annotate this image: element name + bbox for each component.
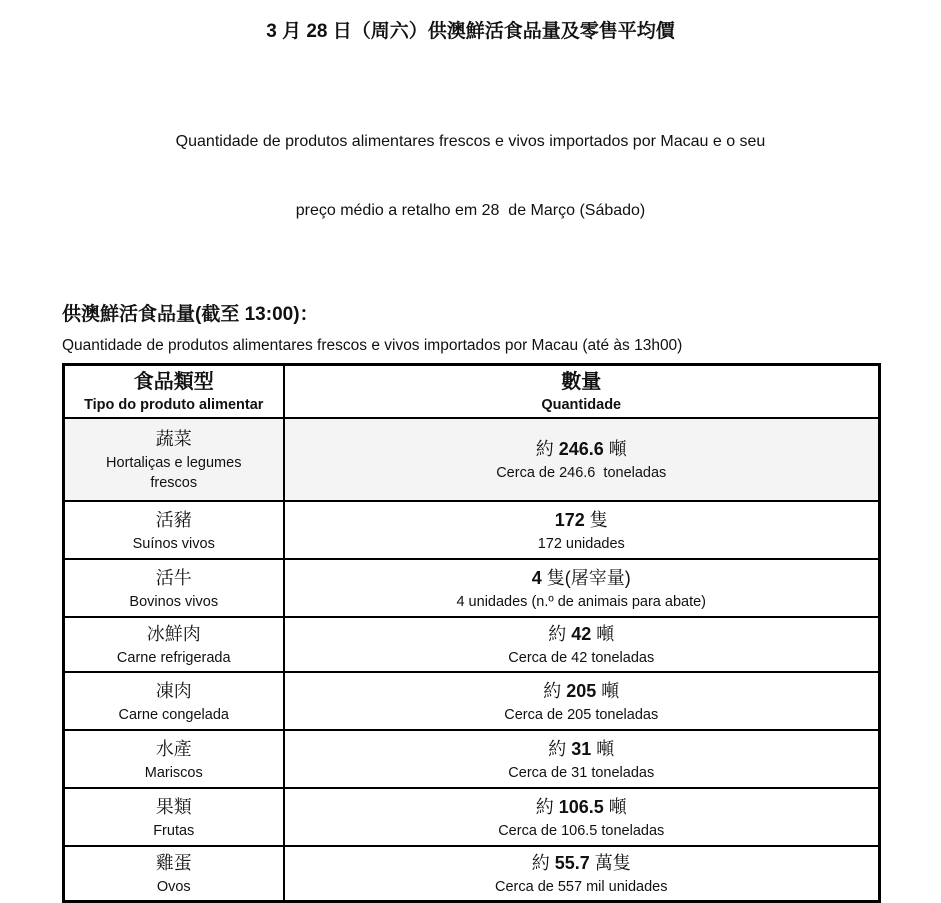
food-type-pt: Hortaliças e legumes frescos xyxy=(106,455,246,491)
food-type-zh: 活豬 xyxy=(155,509,192,530)
table-row xyxy=(64,559,880,617)
section-heading-pt: Quantidade de produtos alimentares frescos e vivos importados por Macau (até às 13h00) xyxy=(62,337,683,354)
quantity-cell xyxy=(284,730,880,788)
food-type-zh: 雞蛋 xyxy=(155,852,192,873)
quantity-zh: 約 205 噸 xyxy=(543,680,620,701)
quantity-cell xyxy=(284,846,880,901)
quantity-pt: Cerca de 205 toneladas xyxy=(504,706,659,723)
food-type-zh: 凍肉 xyxy=(155,680,192,701)
food-type-cell xyxy=(64,501,284,559)
food-type-pt: Suínos vivos xyxy=(132,535,215,552)
table-row xyxy=(64,730,880,788)
quantity-pt: Cerca de 106.5 toneladas xyxy=(498,822,665,839)
quantity-pt: Cerca de 246.6 toneladas xyxy=(496,465,667,481)
quantity-zh: 約 42 噸 xyxy=(548,624,615,644)
quantity-pt: 172 unidades xyxy=(537,535,625,552)
food-type-cell xyxy=(64,846,284,901)
food-type-cell xyxy=(64,672,284,730)
food-type-pt: Ovos xyxy=(156,878,191,895)
table-row xyxy=(64,418,880,501)
section-heading xyxy=(62,302,941,356)
header-food-type xyxy=(64,365,284,419)
quantity-zh: 約 31 噸 xyxy=(548,738,615,759)
food-type-cell xyxy=(64,559,284,617)
food-type-pt: Carne refrigerada xyxy=(116,650,231,666)
subtitle-line-1: Quantidade de produtos alimentares frescos e vivos importados por Macau e o seu xyxy=(175,133,766,150)
food-type-zh: 冰鮮肉 xyxy=(146,624,201,644)
header-quantity-pt: Quantidade xyxy=(541,397,622,413)
quantity-cell xyxy=(284,672,880,730)
header-quantity-zh: 數量 xyxy=(561,371,602,393)
food-type-cell xyxy=(64,788,284,846)
quantity-cell xyxy=(284,501,880,559)
quantity-cell xyxy=(284,788,880,846)
food-type-pt: Carne congelada xyxy=(118,706,229,723)
food-type-pt: Mariscos xyxy=(144,764,203,781)
document-title: 3 月 28 日（周六）供澳鮮活食品量及零售平均價 xyxy=(266,21,675,42)
quantity-zh: 約 55.7 萬隻 xyxy=(531,852,631,873)
header-food-type-zh: 食品類型 xyxy=(133,371,214,393)
table-row xyxy=(64,617,880,672)
food-type-cell xyxy=(64,730,284,788)
table-header-row xyxy=(64,365,880,419)
food-type-cell xyxy=(64,418,284,501)
food-type-pt: Frutas xyxy=(153,822,195,839)
food-type-zh: 活牛 xyxy=(155,567,192,588)
quantity-zh: 約 246.6 噸 xyxy=(535,439,627,459)
quantity-pt: Cerca de 557 mil unidades xyxy=(495,878,668,895)
food-type-pt: Bovinos vivos xyxy=(129,593,219,610)
food-type-zh: 水產 xyxy=(155,738,192,759)
quantity-pt: Cerca de 42 toneladas xyxy=(508,650,655,666)
section-heading-zh: 供澳鮮活食品量(截至 13:00)： xyxy=(62,304,319,325)
subtitle-line-2: preço médio a retalho em 28 de Março (Sábado) xyxy=(295,202,646,219)
quantity-pt: Cerca de 31 toneladas xyxy=(508,764,655,781)
quantity-zh: 172 隻 xyxy=(554,509,608,530)
food-type-zh: 果類 xyxy=(155,796,192,817)
header-quantity xyxy=(284,365,880,419)
document-subtitle xyxy=(0,84,941,268)
quantity-zh: 約 106.5 噸 xyxy=(535,796,627,817)
food-type-cell xyxy=(64,617,284,672)
quantity-cell xyxy=(284,418,880,501)
table-row xyxy=(64,846,880,901)
quantity-zh: 4 隻(屠宰量) xyxy=(531,567,631,588)
quantity-cell xyxy=(284,617,880,672)
table-row xyxy=(64,501,880,559)
header-food-type-pt: Tipo do produto alimentar xyxy=(84,397,264,413)
table-row xyxy=(64,788,880,846)
quantity-pt: 4 unidades (n.º de animais para abate) xyxy=(456,593,707,610)
food-quantity-table xyxy=(62,363,881,903)
table-row xyxy=(64,672,880,730)
food-type-zh: 蔬菜 xyxy=(155,429,192,449)
quantity-cell xyxy=(284,559,880,617)
